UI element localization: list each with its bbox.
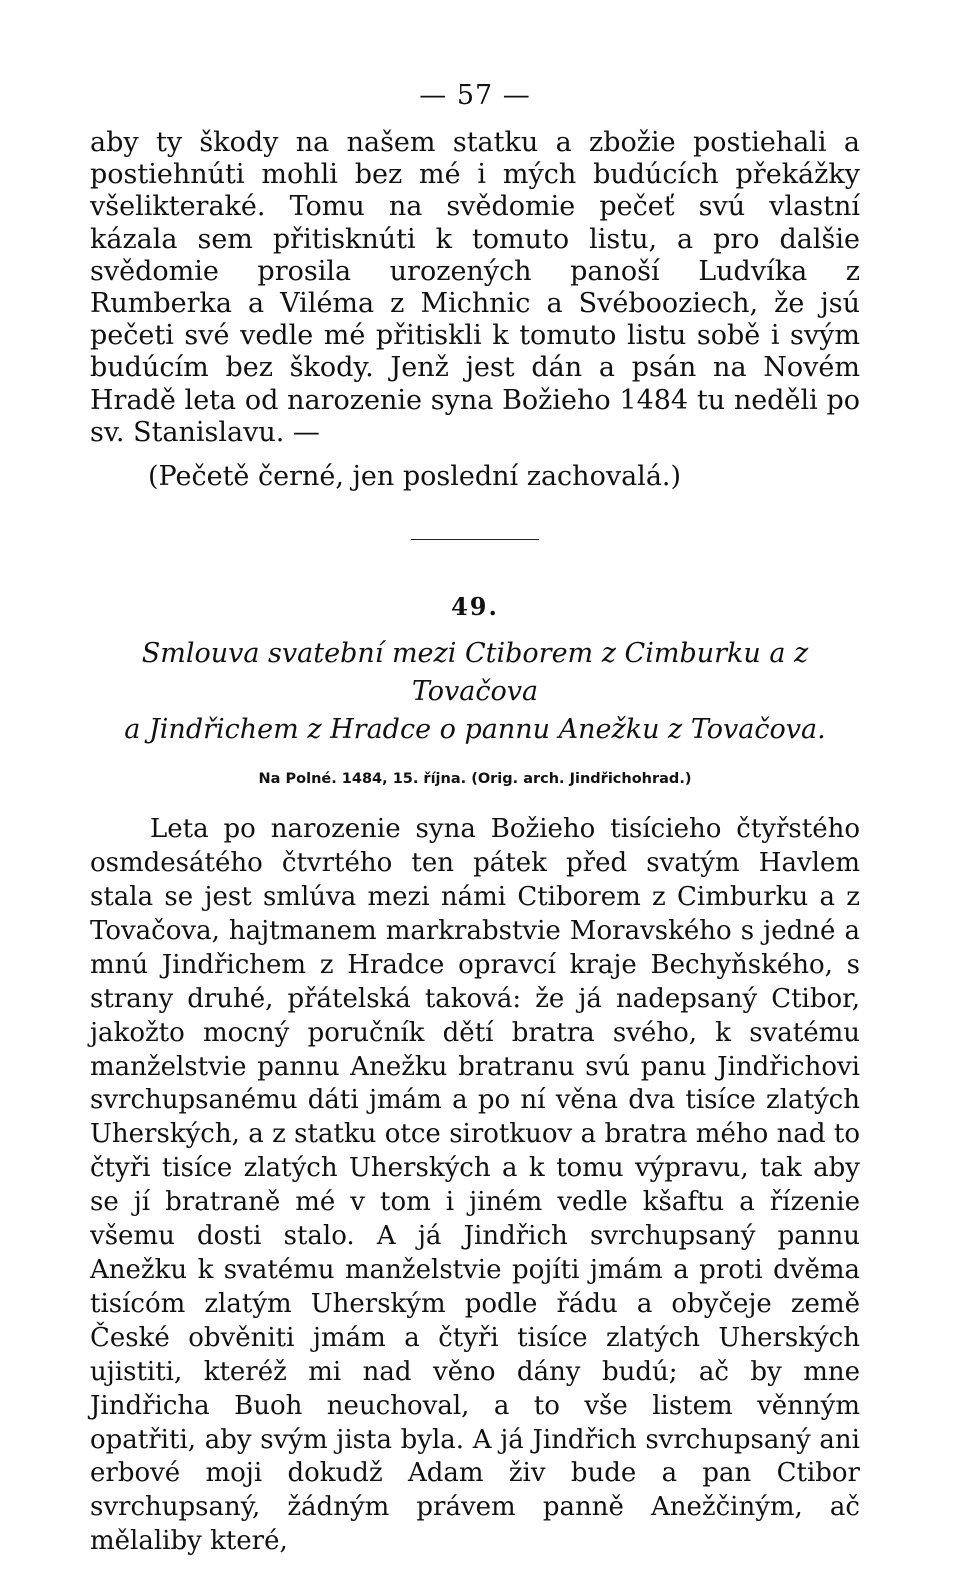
document-title-line-2: a Jindřichem z Hradce o pannu Anežku z Tovačova. bbox=[124, 714, 826, 746]
document-title bbox=[90, 635, 860, 749]
document-source: Na Polné. 1484, 15. října. (Orig. arch. Jindřichohrad.) bbox=[258, 771, 692, 788]
seal-note: (Pečetě černé, jen poslední zachovalá.) bbox=[148, 461, 682, 493]
section-divider bbox=[411, 539, 539, 540]
intro-paragraph: aby ty škody na našem statku a zbožie postiehali a postiehnúti mohli bez mé i mých budúcích překážky všelikteraké. Tomu na svědomie pečeť svú vlastní kázala sem přitisknúti k tomuto listu, a pro dalšie svědomie prosila urozených panoší Ludvíka z Rumberka a Viléma z Michnic a Svébooziech, že jsú pečeti své vedle mé přitiskli k tomuto listu sobě i svým budúcím bez škody. Jenž jest dán a psán na Novém Hradě leta od narozenie syna Božieho 1484 tu neděli po sv. Stanislavu. — bbox=[90, 127, 860, 448]
document-title-line-1: Smlouva svatební mezi Ctiborem z Cimburku a z Tovačova bbox=[141, 638, 809, 708]
book-page bbox=[90, 80, 860, 1585]
body-paragraph: Leta po narozenie syna Božieho tisícieho čtyřstého osmdesátého čtvrtého ten pátek před svatým Havlem stala se jest smlúva mezi námi Ctiborem z Cimburku a z Tovačova, hajtmanem markrabstvie Moravského s jedné a mnú Jindřichem z Hradce opravcí kraje Bechyňského, s strany druhé, přátelská taková: že já nadepsaný Ctibor, jakožto mocný poručník dětí bratra svého, k svatému manželstvie pannu Anežku bratranu svú panu Jindřichovi svrchupsanému dáti jmám a po ní věna dva tisíce zlatých Uherských, a z statku otce sirotkuov a bratra mého nad to čtyři tisíce zlatých Uherských a k tomu výpravu, tak aby se jí bratraně mé v tom i jiném vedle kšaftu a řízenie všemu dosti stalo. A já Jindřich svrchupsaný pannu Anežku k svatému manželstvie pojíti jmám a proti dvěma tisícóm zlatým Uherským podle řádu a obyčeje země České obvěniti jmám a čtyři tisíce zlatých Uherských ujistiti, kteréž mi nad věno dány budú; ač by mne Jindřicha Buoh neuchoval, a to vše listem věnným opatřiti, aby svým jista byla. A já Jindřich svrchupsaný ani erbové moji dokudž Adam živ bude a pan Ctibor svrchupsaný, žádným právem panně Anežčiným, ač mělaliby které, bbox=[90, 814, 860, 1557]
page-number: — 57 — bbox=[419, 80, 531, 111]
document-number: 49. bbox=[451, 592, 499, 622]
